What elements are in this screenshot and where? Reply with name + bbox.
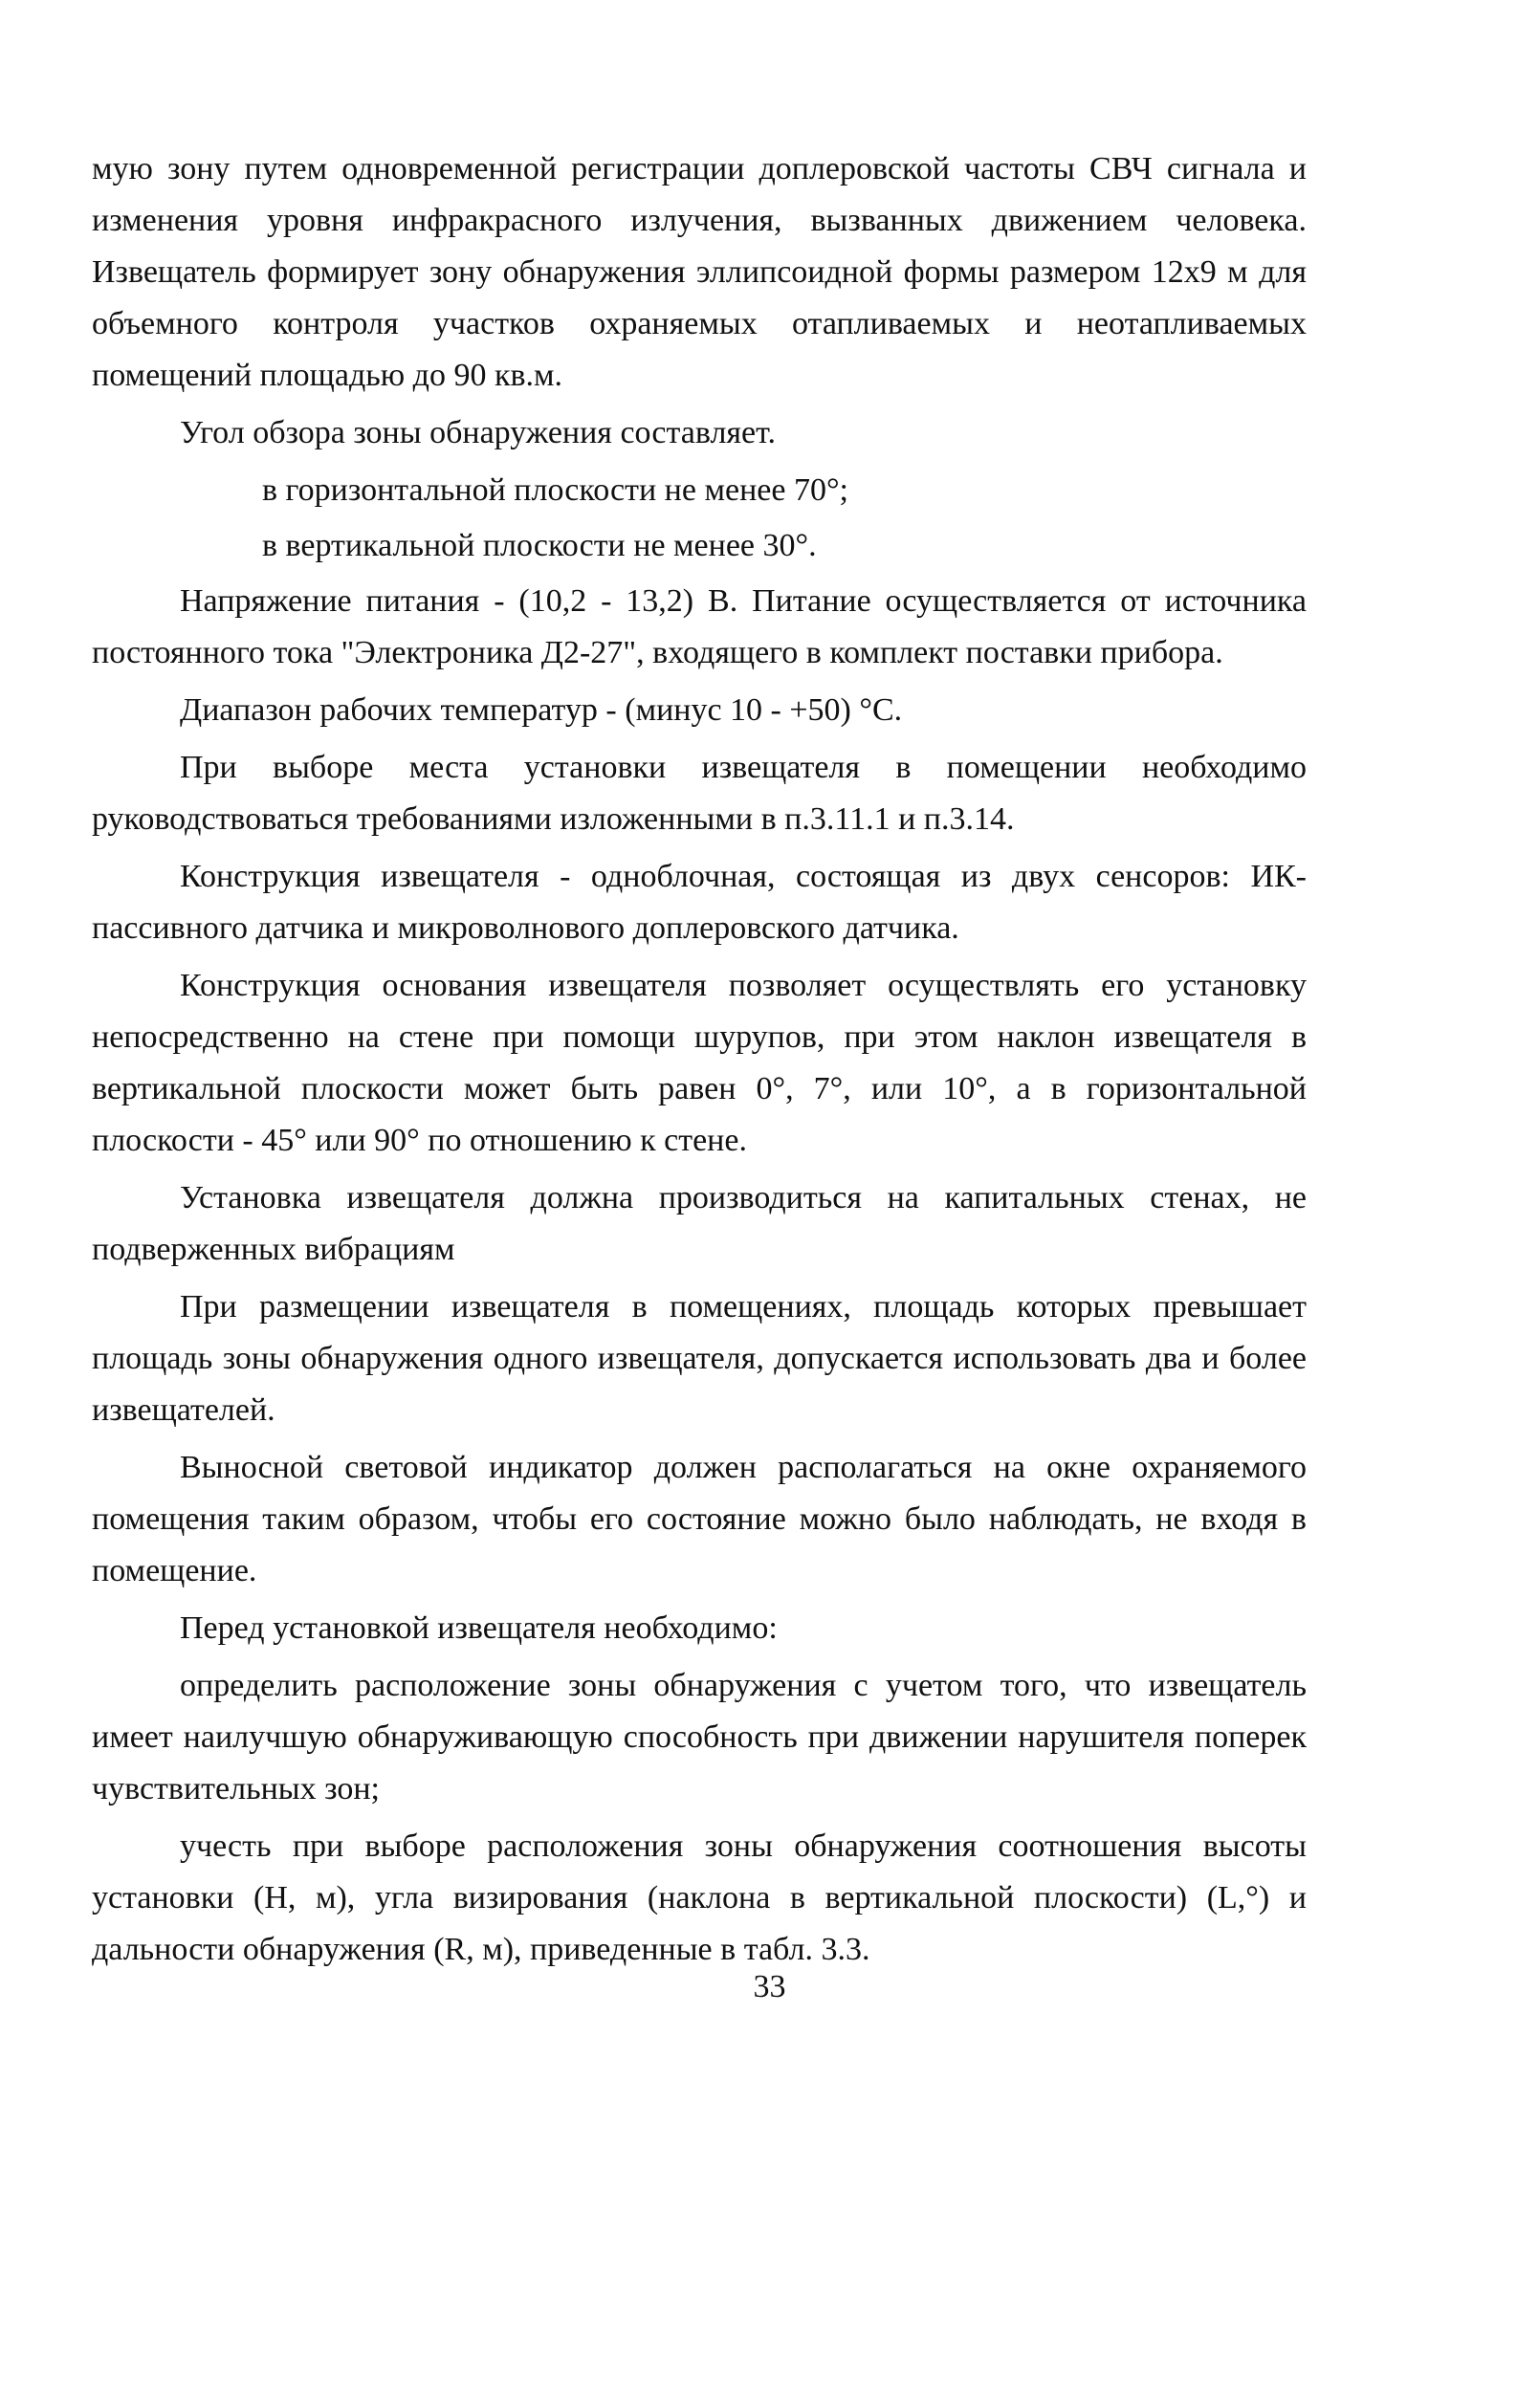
- paragraph-consider-ratios: учесть при выборе расположения зоны обнаружения соотношения высоты установки (Н, м), угла визирования (наклона в вертикальной плоскости) (L,°) и дальности обнаружения (R, м), приведенные в табл. 3.3.: [92, 1828, 1307, 1967]
- paragraph-view-angle: Угол обзора зоны обнаружения составляет.: [180, 415, 776, 450]
- paragraph-before-installation: Перед установкой извещателя необходимо:: [180, 1610, 778, 1646]
- paragraph-installation-walls: Установка извещателя должна производиться на капитальных стенах, не подверженных вибрациям: [92, 1180, 1307, 1267]
- paragraph-determine-zone: определить расположение зоны обнаружения с учетом того, что извещатель имеет наилучшую обнаруживающую способность при движении нарушителя поперек чувствительных зон;: [92, 1668, 1307, 1806]
- paragraph-power-supply: Напряжение питания - (10,2 - 13,2) В. Питание осуществляется от источника постоянного тока "Электроника Д2-27", входящего в комплект поставки прибора.: [92, 583, 1307, 670]
- list-item-vertical-angle: в вертикальной плоскости не менее 30°.: [262, 528, 817, 563]
- document-page: [92, 143, 1307, 1981]
- list-item-horizontal-angle: в горизонтальной плоскости не менее 70°;: [262, 472, 848, 508]
- paragraph-base-construction: Конструкция основания извещателя позволяет осуществлять его установку непосредственно на стене при помощи шурупов, при этом наклон извещателя в вертикальной плоскости может быть равен 0°, 7°, или 10°, а в горизонтальной плоскости - 45° или 90° по отношению к стене.: [92, 968, 1307, 1158]
- paragraph-remote-indicator: Выносной световой индикатор должен располагаться на окне охраняемого помещения таким образом, чтобы его состояние можно было наблюдать, не входя в помещение.: [92, 1450, 1307, 1588]
- paragraph-temperature-range: Диапазон рабочих температур - (минус 10 - +50) °С.: [180, 692, 903, 728]
- paragraph-multiple-detectors: При размещении извещателя в помещениях, площадь которых превышает площадь зоны обнаружения одного извещателя, допускается использовать два и более извещателей.: [92, 1289, 1307, 1428]
- paragraph-construction: Конструкция извещателя - одноблочная, состоящая из двух сенсоров: ИК-пассивного датчика и микроволнового доплеровского датчика.: [92, 859, 1307, 946]
- page-number: 33: [753, 1969, 786, 2004]
- paragraph-installation-place: При выборе места установки извещателя в помещении необходимо руководствоваться требованиями изложенными в п.3.11.1 и п.3.14.: [92, 750, 1307, 837]
- paragraph-detection-zone: мую зону путем одновременной регистрации доплеровской частоты СВЧ сигнала и изменения уровня инфракрасного излучения, вызванных движением человека. Извещатель формирует зону обнаружения эллипсоидной формы размером 12х9 м для объемного контроля участков охраняемых отапливаемых и неотапливаемых помещений площадью до 90 кв.м.: [92, 151, 1307, 393]
